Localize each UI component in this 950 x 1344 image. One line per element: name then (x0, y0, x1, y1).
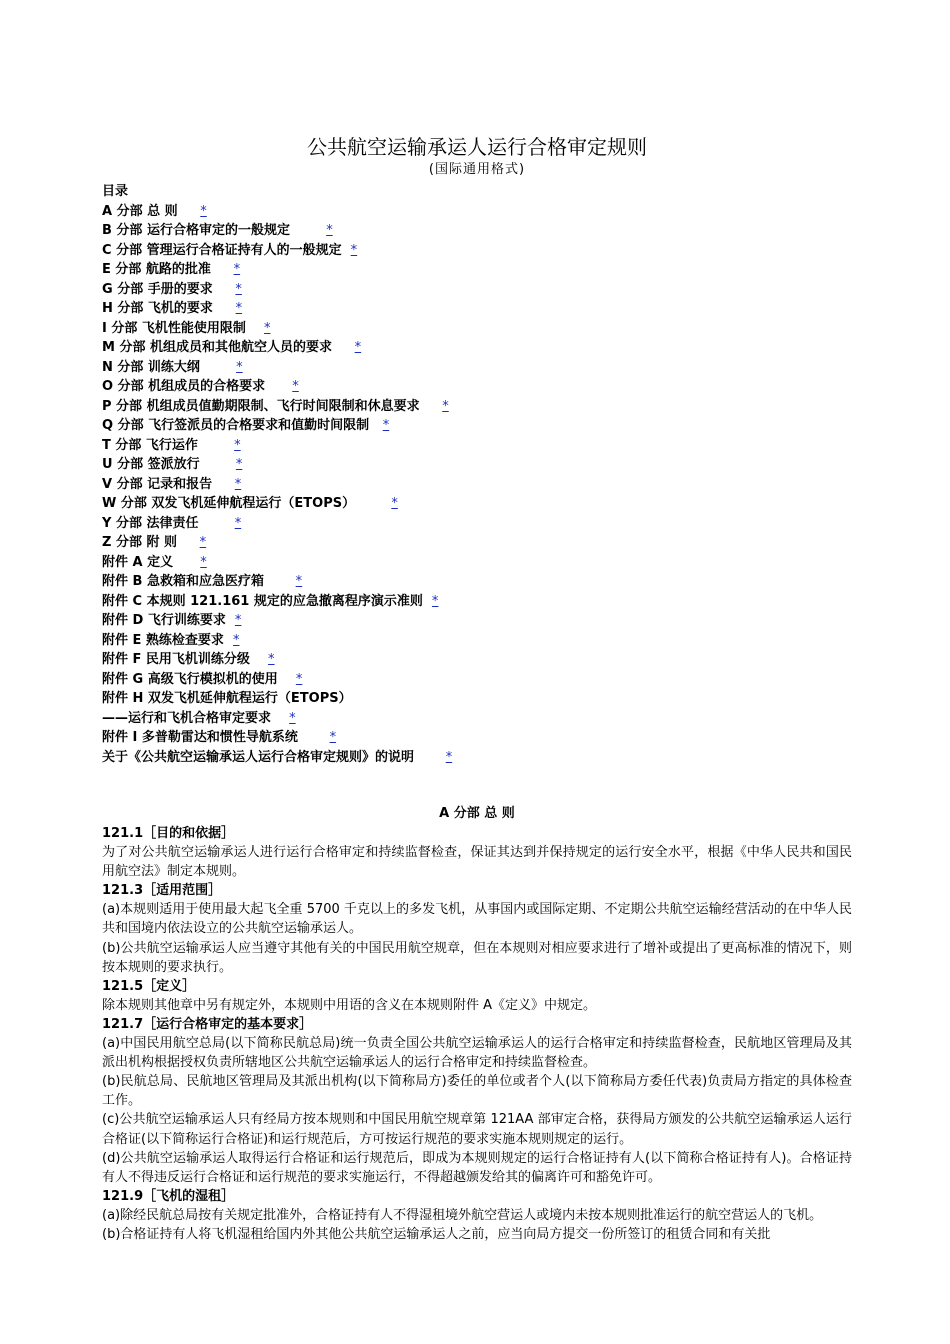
toc-item[interactable] (102, 358, 852, 378)
toc-item-label: N 分部 训练大纲 (102, 359, 200, 375)
toc-item-spacer (173, 555, 200, 570)
toc-item-spacer (224, 633, 233, 648)
toc-item[interactable] (102, 280, 852, 300)
toc-item[interactable] (102, 475, 852, 495)
clause-heading: 121.7［运行合格审定的基本要求］ (102, 1016, 313, 1032)
toc-item-label: G 分部 手册的要求 (102, 281, 213, 297)
toc-item-spacer (198, 438, 234, 453)
toc-item-link[interactable]: * (329, 730, 337, 745)
clause-heading: 121.3［适用范围］ (102, 883, 222, 899)
toc-item-spacer (332, 340, 355, 355)
toc-item-link[interactable]: * (234, 476, 242, 492)
toc-item-label: I 分部 飞机性能使用限制 (102, 320, 246, 336)
toc-item-label: W 分部 双发飞机延伸航程运行（ETOPS） (102, 496, 356, 511)
toc-item-link[interactable]: * (445, 749, 453, 765)
toc-item-spacer (178, 204, 201, 219)
toc-item-spacer (342, 243, 351, 258)
toc-item-label: 附件 B 急救箱和应急医疗箱 (102, 574, 264, 589)
toc-item-spacer (200, 457, 236, 472)
toc-item-spacer (264, 574, 296, 589)
toc-item-label: Y 分部 法律责任 (102, 515, 199, 531)
paragraph: (a)除经民航总局按有关规定批准外，合格证持有人不得湿租境外航空营运人或境内未按本规则批准运行的航空营运人的飞机。 (102, 1207, 823, 1223)
toc-item-label: B 分部 运行合格审定的一般规定 (102, 223, 290, 238)
toc-item-label: M 分部 机组成员和其他航空人员的要求 (102, 340, 332, 355)
toc-item[interactable] (102, 514, 852, 534)
toc-item[interactable] (102, 338, 852, 358)
paragraph: (a)中国民用航空总局(以下简称民航总局)统一负责全国公共航空运输承运人的运行合格审定和持续监督检查，民航地区管理局及其派出机构根据授权负责所辖地区公共航空运输承运人的运行合格审定和持续监督检查。 (102, 1036, 852, 1071)
toc-item-link[interactable]: * (268, 652, 275, 667)
toc-item-link[interactable]: * (391, 496, 398, 511)
toc-item-spacer (211, 262, 234, 277)
toc-item-spacer (226, 613, 235, 628)
toc-item[interactable] (102, 533, 852, 553)
toc-item-spacer (177, 535, 200, 550)
toc-item-spacer (278, 672, 296, 687)
toc-item[interactable] (102, 299, 852, 319)
toc-item-spacer (212, 477, 235, 492)
toc-item-label: E 分部 航路的批准 (102, 262, 211, 277)
toc-item[interactable] (102, 221, 852, 241)
toc-item-link[interactable]: * (326, 223, 333, 238)
toc-item-label: U 分部 签派放行 (102, 457, 200, 472)
toc-item[interactable] (102, 416, 852, 436)
toc-item-spacer (265, 379, 292, 394)
toc-item[interactable] (102, 494, 852, 514)
toc-item-spacer (355, 496, 391, 511)
toc-item-label: V 分部 记录和报告 (102, 476, 213, 492)
toc-item-label: 关于《公共航空运输承运人运行合格审定规则》的说明 (102, 749, 415, 765)
toc-item[interactable] (102, 436, 852, 456)
toc-item-label: 附件 C 本规则 121.161 规定的应急撤离程序演示准则 (102, 593, 423, 609)
document-title: 公共航空运输承运人运行合格审定规则 (307, 135, 647, 159)
toc-item-link[interactable]: * (350, 242, 358, 258)
toc-item-link[interactable]: * (235, 281, 242, 297)
toc-item-link[interactable]: * (292, 379, 299, 394)
toc-item-spacer (271, 711, 289, 726)
paragraph: (b)合格证持有人将飞机湿租给国内外其他公共航空运输承运人之前，应当向局方提交一份所签订的租赁合同和有关批 (102, 1226, 771, 1242)
toc-item[interactable] (102, 572, 852, 592)
toc-item-spacer (246, 321, 264, 336)
toc-item[interactable] (102, 455, 852, 475)
toc-item-label: ——运行和飞机合格审定要求 (102, 710, 272, 726)
paragraph: (c)公共航空运输承运人只有经局方按本规则和中国民用航空规章第 121AA 部审定合格，获得局方颁发的公共航空运输承运人运行合格证(以下简称运行合格证)和运行规范后，方可按运行规范的要求实施本规则规定的运行。 (102, 1112, 852, 1147)
toc-item-link[interactable]: * (200, 203, 207, 219)
toc-item-link[interactable]: * (236, 359, 243, 375)
toc-heading: 目录 (102, 184, 129, 199)
toc-item-link[interactable]: * (235, 457, 243, 472)
document-page (102, 133, 852, 1244)
toc-item-link[interactable]: * (354, 340, 362, 355)
toc-item-label: 附件 F 民用飞机训练分级 (102, 652, 250, 667)
toc-item-spacer (414, 750, 446, 765)
toc-item[interactable] (102, 377, 852, 397)
section-body (102, 824, 852, 1244)
paragraph: (a)本规则适用于使用最大起飞全重 5700 千克以上的多发飞机，从事国内或国际定期、不定期公共航空运输经营活动的在中华人民共和国境内依法设立的公共航空运输承运人。 (102, 902, 852, 937)
toc-item-label: A 分部 总 则 (102, 203, 178, 219)
toc-item[interactable] (102, 728, 852, 748)
toc-item-link[interactable]: * (235, 301, 243, 316)
toc-item-label: T 分部 飞行运作 (102, 437, 198, 453)
table-of-contents (102, 202, 852, 768)
toc-item[interactable] (102, 670, 852, 690)
toc-item-link[interactable]: * (382, 418, 390, 433)
toc-item-spacer (213, 301, 236, 316)
toc-item-spacer (298, 730, 330, 745)
toc-item-label: 附件 A 定义 (102, 554, 174, 570)
toc-item[interactable] (102, 553, 852, 573)
toc-item-label: Q 分部 飞行签派员的合格要求和值勤时间限制 (102, 418, 370, 433)
toc-item-label: 附件 E 熟练检查要求 (102, 632, 224, 648)
toc-item[interactable] (102, 260, 852, 280)
toc-item-spacer (290, 223, 326, 238)
toc-item[interactable] (102, 241, 852, 261)
toc-item-link[interactable]: * (233, 632, 240, 648)
toc-item-label: O 分部 机组成员的合格要求 (102, 379, 266, 394)
toc-item-spacer (198, 516, 234, 531)
paragraph: (d)公共航空运输承运人取得运行合格证和运行规范后，即成为本规则规定的运行合格证持有人(以下简称合格证持有人)。合格证持有人不得违反运行合格证和运行规范的要求实施运行，不得超越颁发给其的偏离许可和豁免许可。 (102, 1150, 852, 1185)
toc-item-link[interactable]: * (233, 262, 241, 277)
toc-item[interactable] (102, 319, 852, 339)
section-heading: A 分部 总 则 (439, 806, 515, 821)
toc-item[interactable] (102, 748, 852, 768)
toc-item-link[interactable]: * (295, 671, 303, 687)
toc-item-spacer (423, 594, 432, 609)
toc-item[interactable] (102, 592, 852, 612)
toc-item-spacer (250, 652, 268, 667)
toc-item-label: 附件 D 飞行训练要求 (102, 613, 226, 628)
toc-item-link[interactable]: * (295, 574, 303, 589)
toc-item-spacer (420, 399, 443, 414)
toc-item-spacer (369, 418, 383, 433)
toc-item-label: Z 分部 附 则 (102, 535, 178, 550)
toc-item-link[interactable]: * (234, 515, 242, 531)
toc-item-spacer (200, 360, 236, 375)
toc-item-link[interactable]: * (234, 437, 241, 453)
toc-item[interactable] (102, 611, 852, 631)
toc-item-link[interactable]: * (234, 613, 242, 628)
paragraph: (b)民航总局、民航地区管理局及其派出机构(以下简称局方)委任的单位或者个人(以下简称局方委任代表)负责局方指定的具体检查工作。 (102, 1074, 852, 1109)
toc-item-link[interactable]: * (442, 398, 449, 414)
toc-item-link[interactable]: * (200, 554, 207, 570)
paragraph: 为了对公共航空运输承运人进行运行合格审定和持续监督检查，保证其达到并保持规定的运行安全水平，根据《中华人民共和国民用航空法》制定本规则。 (102, 845, 852, 880)
document-subtitle: (国际通用格式) (428, 162, 526, 177)
toc-item-link[interactable]: * (289, 710, 296, 726)
toc-item-label: 附件 H 双发飞机延伸航程运行（ETOPS） (102, 691, 352, 706)
paragraph: 除本规则其他章中另有规定外，本规则中用语的含义在本规则附件 A《定义》中规定。 (102, 997, 597, 1013)
toc-item[interactable] (102, 650, 852, 670)
toc-item-label: H 分部 飞机的要求 (102, 301, 213, 316)
toc-item-link[interactable]: * (431, 593, 439, 609)
toc-item-label: 附件 I 多普勒雷达和惯性导航系统 (102, 730, 298, 745)
paragraph: (b)公共航空运输承运人应当遵守其他有关的中国民用航空规章，但在本规则对相应要求进行了增补或提出了更高标准的情况下，则按本规则的要求执行。 (102, 940, 852, 975)
toc-item[interactable] (102, 397, 852, 417)
clause-heading: 121.9［飞机的湿租］ (102, 1188, 235, 1204)
toc-item-label: 附件 G 高级飞行模拟机的使用 (102, 671, 278, 687)
toc-item-link[interactable]: * (264, 320, 271, 336)
toc-item-spacer (213, 282, 236, 297)
clause-heading: 121.1［目的和依据］ (102, 826, 235, 841)
toc-item-label: C 分部 管理运行合格证持有人的一般规定 (102, 242, 342, 258)
toc-item[interactable] (102, 202, 852, 222)
toc-item[interactable] (102, 631, 852, 651)
clause-heading: 121.5［定义］ (102, 978, 196, 994)
toc-item[interactable] (102, 709, 852, 729)
toc-item[interactable] (102, 689, 852, 709)
toc-item-label: P 分部 机组成员值勤期限制、飞行时间限制和休息要求 (102, 398, 420, 414)
toc-item-link[interactable]: * (199, 535, 207, 550)
